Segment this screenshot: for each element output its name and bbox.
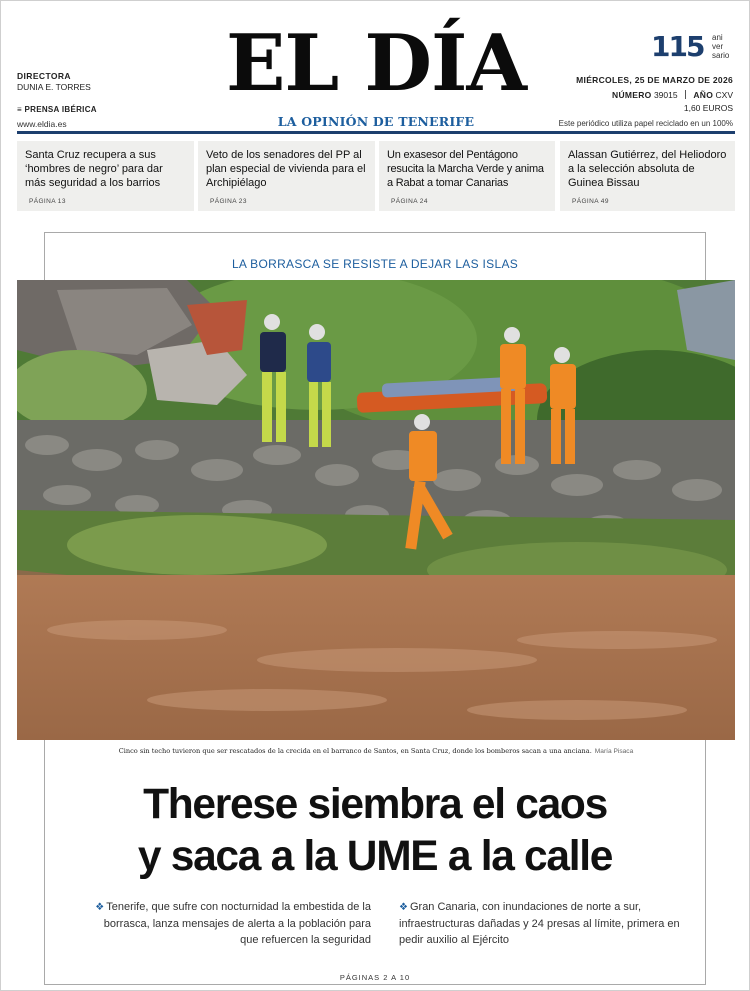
director-label: DIRECTORA	[17, 71, 71, 81]
issue-number: 39015	[653, 90, 678, 100]
story-bullet: ❖ Gran Canaria, con inundaciones de norte a sur, infraestructuras dañadas y 24 presas al límite, primera en pedir auxilio al Ejército	[399, 901, 680, 946]
anniversary-number: 115	[651, 30, 704, 63]
issue-number-row: NÚMERO 39015 AÑO CXV	[612, 90, 733, 100]
story-pages-reference: PÁGINAS 2 A 10	[324, 973, 426, 982]
issue-price: 1,60 EUROS	[683, 103, 733, 113]
director-name: DUNIA E. TORRES	[17, 82, 91, 92]
anniversary-logo	[651, 31, 741, 63]
teaser-strip	[17, 141, 735, 211]
recycled-paper-note: Este periódico utiliza papel reciclado en un 100%	[558, 119, 733, 128]
main-story-kicker: LA BORRASCA SE RESISTE A DEJAR LAS ISLAS	[231, 257, 519, 271]
diamond-bullet-icon: ❖	[399, 902, 408, 913]
teaser-item[interactable]: Veto de los senadores del PP al plan especial de vivienda para el Archipiélago PÁGINA 23	[198, 141, 375, 211]
photo-credit: María Pisaca	[594, 748, 634, 755]
rescue-photo-illustration	[17, 280, 735, 740]
masthead-tagline: LA OPINIÓN DE TENERIFE	[277, 114, 475, 129]
issue-date: MIÉRCOLES, 25 DE MARZO DE 2026	[576, 75, 733, 85]
masthead-rule	[17, 131, 735, 134]
issue-info	[533, 73, 733, 113]
director-block	[17, 71, 187, 115]
group-icon: ≡	[17, 105, 25, 114]
divider	[685, 90, 686, 99]
masthead-logo: EL DÍA	[225, 18, 527, 109]
diamond-bullet-icon: ❖	[95, 902, 105, 913]
photo-caption: Cinco sin techo tuvieron que ser rescatados de la crecida en el barranco de Santos, en Santa Cruz, donde los bomberos sacan a una anciana. María Pisaca	[118, 747, 634, 755]
teaser-item[interactable]: Alassan Gutiérrez, del Heliodoro a la selección absoluta de Guinea Bissau PÁGINA 49	[560, 141, 735, 211]
anniversary-word: ani ver sario	[712, 33, 730, 60]
main-story-photo[interactable]	[17, 280, 735, 740]
issue-year: CXV	[715, 90, 733, 100]
publisher-group: ≡ PRENSA IBÉRICA	[17, 105, 97, 114]
teaser-item[interactable]: Un exasesor del Pentágono resucita la Marcha Verde y anima a Rabat a tomar Canarias PÁGINA 24	[379, 141, 555, 211]
story-bullet: ❖ Tenerife, que sufre con nocturnidad la embestida de la borrasca, lanza mensajes de alerta a la población para que refuercen la seguridad	[95, 901, 371, 946]
teaser-item[interactable]: Santa Cruz recupera a sus ‘hombres de negro’ para dar más seguridad a los barrios PÁGINA 13	[17, 141, 194, 211]
website-link[interactable]: www.eldia.es	[17, 119, 67, 129]
main-headline[interactable]: Therese siembra el caos y saca a la UME a la calle	[137, 781, 613, 880]
